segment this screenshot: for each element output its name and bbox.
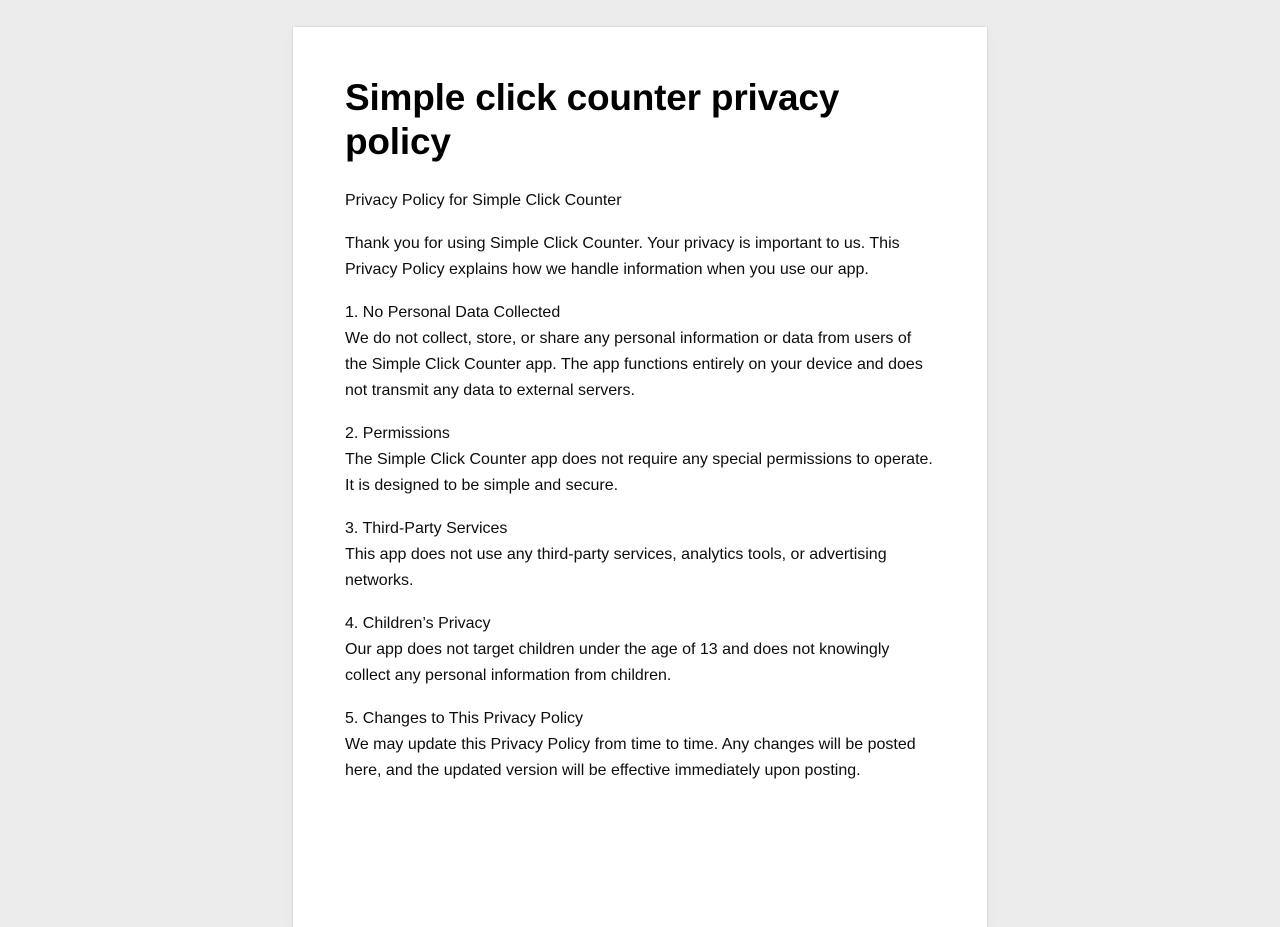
- section-3-text: This app does not use any third-party services, analytics tools, or advertising networks.: [345, 546, 887, 589]
- policy-section-4: [345, 611, 935, 689]
- policy-section-2: [345, 421, 935, 499]
- intro-line: Privacy Policy for Simple Click Counter: [345, 192, 622, 209]
- document-content: [293, 27, 987, 844]
- section-4-text: Our app does not target children under the age of 13 and does not knowingly collect any personal information from children.: [345, 641, 890, 684]
- section-5-heading: 5. Changes to This Privacy Policy: [345, 710, 584, 727]
- section-1-heading: 1. No Personal Data Collected: [345, 304, 561, 321]
- section-5-text: We may update this Privacy Policy from time to time. Any changes will be posted here, and the updated version will be effective immediately upon posting.: [345, 736, 916, 779]
- document-sheet: [293, 27, 987, 927]
- policy-body: [345, 188, 935, 784]
- section-2-text: The Simple Click Counter app does not require any special permissions to operate. It is designed to be simple and secure.: [345, 451, 933, 494]
- policy-section-3: [345, 516, 935, 594]
- policy-section-1: [345, 300, 935, 404]
- page-title: Simple click counter privacy policy: [345, 77, 840, 162]
- section-3-heading: 3. Third-Party Services: [345, 520, 508, 537]
- section-2-heading: 2. Permissions: [345, 425, 450, 442]
- section-1-text: We do not collect, store, or share any personal information or data from users of the Simple Click Counter app. The app functions entirely on your device and does not transmit any data to external servers.: [345, 330, 923, 399]
- section-4-heading: 4. Children’s Privacy: [345, 615, 491, 632]
- policy-section-5: [345, 706, 935, 784]
- opening-paragraph: Thank you for using Simple Click Counter. Your privacy is important to us. This Privacy Policy explains how we handle information when you use our app.: [345, 235, 900, 278]
